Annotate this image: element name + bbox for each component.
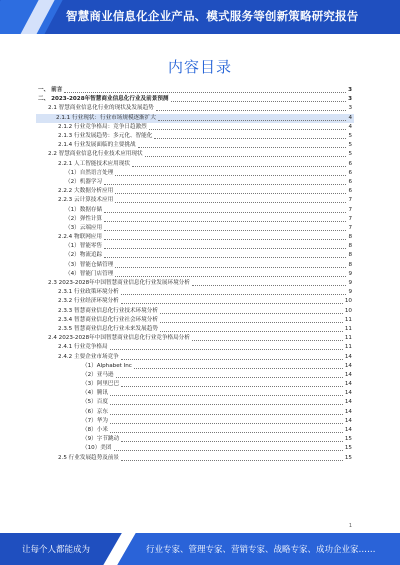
toc-entry[interactable] xyxy=(38,307,352,316)
toc-entry-page: 6 xyxy=(348,169,352,176)
toc-entry[interactable] xyxy=(38,325,352,334)
toc-entry-label: 2.3.4 智慧商业信息化行业社会环境分析 xyxy=(58,316,158,323)
toc-leader-dots xyxy=(134,368,343,369)
toc-leader-dots xyxy=(160,331,343,332)
toc-entry-label: 2.2.3 云计算技术应用 xyxy=(58,197,114,204)
toc-leader-dots xyxy=(154,138,346,139)
toc-entry-page: 3 xyxy=(348,96,352,103)
toc-entry[interactable] xyxy=(38,454,352,463)
toc-leader-dots xyxy=(110,414,343,415)
toc-entry-page: 7 xyxy=(348,206,352,213)
toc-entry[interactable] xyxy=(38,187,352,196)
toc-leader-dots xyxy=(160,313,343,314)
toc-entry[interactable] xyxy=(38,261,352,270)
toc-leader-dots xyxy=(115,202,346,203)
toc-entry-label: 2.3.5 智慧商业信息化行业未来发展趋势 xyxy=(58,325,158,332)
toc-entry-label: 2.1.3 行业发展趋势：多元化、智能化 xyxy=(58,133,153,140)
toc-entry-label: 2.2.4 物联网应用 xyxy=(58,234,102,241)
toc-entry-label: （2）弹性计算 xyxy=(65,215,103,222)
toc-entry[interactable] xyxy=(38,417,352,426)
toc-entry[interactable] xyxy=(38,224,352,233)
toc-entry-page: 11 xyxy=(344,335,352,342)
toc-entry[interactable] xyxy=(38,95,352,104)
toc-entry-label: 2.2.2 大数据分析应用 xyxy=(58,188,114,195)
toc-entry-label: 2.3.2 行业经济环境分析 xyxy=(58,298,119,305)
toc-entry-page: 6 xyxy=(348,178,352,185)
page-number: 1 xyxy=(348,523,352,529)
toc-entry[interactable] xyxy=(38,279,352,288)
toc-entry[interactable] xyxy=(38,270,352,279)
toc-entry-label: 2.5 行业发展趋势及前景 xyxy=(58,454,120,461)
toc-entry-page: 14 xyxy=(344,381,352,388)
toc-entry-page: 15 xyxy=(344,445,352,452)
toc-leader-dots xyxy=(132,166,346,167)
toc-leader-dots xyxy=(104,230,346,231)
toc-leader-dots xyxy=(145,156,347,157)
toc-entry-label: 2.1.1 行业现状：行业市场规模逐渐扩大 xyxy=(56,114,156,121)
toc-entry-label: （3）阿里巴巴 xyxy=(82,381,120,388)
toc-entry-page: 14 xyxy=(344,399,352,406)
toc-leader-dots xyxy=(104,239,346,240)
toc-entry-label: （10）美团 xyxy=(82,445,112,452)
toc-entry[interactable] xyxy=(38,132,352,141)
toc-entry-page: 3 xyxy=(348,105,352,112)
toc-entry-label: 二、 2023-2028年智慧商业信息化行业及前景预测 xyxy=(38,96,169,103)
toc-entry-page: 4 xyxy=(348,123,352,130)
toc-entry-label: 2.4.2 主要企业市场竞争 xyxy=(58,353,119,360)
toc-entry[interactable] xyxy=(38,86,352,95)
toc-entry-label: （6）京东 xyxy=(82,408,108,415)
toc-entry-label: （1）智能零售 xyxy=(65,243,103,250)
toc-entry[interactable] xyxy=(38,123,352,132)
toc-leader-dots xyxy=(171,101,347,102)
toc-entry[interactable] xyxy=(38,215,352,224)
toc-leader-dots xyxy=(115,267,346,268)
toc-entry-page: 9 xyxy=(348,270,352,277)
toc-entry[interactable] xyxy=(36,114,354,123)
toc-entry-label: 2.3.1 行业政策环境分析 xyxy=(58,289,119,296)
toc-entry-page: 5 xyxy=(348,151,352,158)
toc-leader-dots xyxy=(138,147,347,148)
toc-entry[interactable] xyxy=(38,362,352,371)
toc-leader-dots xyxy=(104,212,346,213)
toc-entry-label: 2.1.4 行业发展面临的主要挑战 xyxy=(58,142,136,149)
toc-entry-label: 2.4.1 行业竞争格局 xyxy=(58,344,108,351)
toc-entry-page: 4 xyxy=(348,114,352,121)
toc-entry-page: 6 xyxy=(348,160,352,167)
footer-slogan-right: 行业专家、管理专家、营销专家、战略专家、成功企业家…… xyxy=(146,545,376,555)
toc-leader-dots xyxy=(104,248,346,249)
toc-entry-label: 2.2 智慧商业信息化行业技术应用现状 xyxy=(48,151,143,158)
toc-leader-dots xyxy=(121,294,347,295)
toc-leader-dots xyxy=(121,303,343,304)
toc-entry-page: 14 xyxy=(344,408,352,415)
toc-entry-label: （9）字节跳动 xyxy=(82,436,120,443)
toc-leader-dots xyxy=(110,432,343,433)
toc-entry-page: 8 xyxy=(348,234,352,241)
toc-entry[interactable] xyxy=(38,233,352,242)
toc-entry[interactable] xyxy=(38,408,352,417)
toc-entry-page: 11 xyxy=(344,316,352,323)
toc-entry-page: 14 xyxy=(344,417,352,424)
toc-entry-page: 5 xyxy=(348,142,352,149)
toc-leader-dots xyxy=(121,460,343,461)
toc-entry-label: 2.4 2023-2028年中国智慧商业信息化行业竞争格局分析 xyxy=(48,335,190,342)
toc-entry-label: 2.1 智慧商业信息化行业的现状及发展趋势 xyxy=(48,105,154,112)
toc-entry-label: 2.3.3 智慧商业信息化行业技术环境分析 xyxy=(58,307,158,314)
toc-entry[interactable] xyxy=(38,297,352,306)
toc-entry-label: （3）智能仓储管理 xyxy=(65,261,114,268)
toc-entry-label: （1）自然语言处理 xyxy=(65,169,114,176)
toc-entry-label: （2）物流追踪 xyxy=(65,252,103,259)
toc-entry-page: 7 xyxy=(348,197,352,204)
toc-entry-page: 9 xyxy=(348,280,352,287)
toc-entry[interactable] xyxy=(38,352,352,361)
toc-entry[interactable] xyxy=(38,251,352,260)
toc-entry[interactable] xyxy=(38,435,352,444)
toc-entry-page: 14 xyxy=(344,427,352,434)
toc-leader-dots xyxy=(158,120,347,121)
toc-entry-page: 7 xyxy=(348,215,352,222)
toc-heading: 内容目录 xyxy=(167,58,232,76)
toc-entry-page: 14 xyxy=(344,362,352,369)
toc-entry-label: （2）机器学习 xyxy=(65,178,103,185)
toc-entry[interactable] xyxy=(38,316,352,325)
toc-entry[interactable] xyxy=(38,444,352,453)
toc-leader-dots xyxy=(104,257,346,258)
toc-leader-dots xyxy=(121,359,343,360)
toc-leader-dots xyxy=(115,193,346,194)
toc-entry[interactable] xyxy=(38,380,352,389)
toc-leader-dots xyxy=(115,276,346,277)
toc-entry-page: 15 xyxy=(344,436,352,443)
table-of-contents xyxy=(38,86,352,506)
report-header xyxy=(0,0,400,34)
footer-banner xyxy=(0,533,400,565)
toc-entry-page: 10 xyxy=(344,298,352,305)
toc-leader-dots xyxy=(116,377,343,378)
toc-entry-label: 一、 前言 xyxy=(38,87,63,94)
toc-entry[interactable] xyxy=(38,371,352,380)
toc-leader-dots xyxy=(104,184,346,185)
toc-entry-page: 8 xyxy=(348,252,352,259)
toc-entry-page: 8 xyxy=(348,243,352,250)
toc-entry-label: 2.3 2023-2028年中国智慧商业信息化行业发展环境分析 xyxy=(48,280,190,287)
toc-entry[interactable] xyxy=(38,160,352,169)
toc-entry-page: 11 xyxy=(344,325,352,332)
toc-entry[interactable] xyxy=(38,398,352,407)
toc-entry-label: （7）华为 xyxy=(82,417,108,424)
toc-entry[interactable] xyxy=(38,389,352,398)
toc-entry-page: 15 xyxy=(344,454,352,461)
toc-entry-label: 2.2.1 人工智能技术应用现状 xyxy=(58,160,130,167)
toc-leader-dots xyxy=(121,441,343,442)
toc-entry[interactable] xyxy=(38,343,352,352)
toc-entry[interactable] xyxy=(38,150,352,159)
toc-leader-dots xyxy=(149,129,347,130)
toc-leader-dots xyxy=(64,92,346,93)
toc-entry-label: （4）腾讯 xyxy=(82,390,108,397)
toc-entry-label: （8）小米 xyxy=(82,427,108,434)
toc-entry[interactable] xyxy=(38,169,352,178)
toc-leader-dots xyxy=(104,221,346,222)
toc-entry-page: 7 xyxy=(348,224,352,231)
toc-entry-page: 10 xyxy=(344,307,352,314)
toc-entry-label: （2）亚马逊 xyxy=(82,371,114,378)
toc-entry-page: 14 xyxy=(344,353,352,360)
toc-entry-label: （1）Alphabet Inc xyxy=(82,362,132,369)
toc-entry[interactable] xyxy=(38,288,352,297)
toc-entry-page: 3 xyxy=(348,87,352,94)
toc-entry[interactable] xyxy=(38,334,352,343)
footer-slogan-left: 让每个人都能成为 xyxy=(22,545,91,555)
toc-leader-dots xyxy=(110,404,343,405)
toc-entry-label: （4）智能门店管理 xyxy=(65,270,114,277)
toc-entry-label: （3）云端应用 xyxy=(65,224,103,231)
toc-entry-page: 6 xyxy=(348,188,352,195)
toc-leader-dots xyxy=(110,349,343,350)
toc-leader-dots xyxy=(115,175,346,176)
toc-entry[interactable] xyxy=(38,196,352,205)
toc-leader-dots xyxy=(192,285,347,286)
toc-leader-dots xyxy=(110,395,343,396)
toc-leader-dots xyxy=(160,322,343,323)
toc-leader-dots xyxy=(114,450,343,451)
toc-entry-label: 2.1.2 行业竞争格局：竞争日趋激烈 xyxy=(58,123,147,130)
toc-entry-label: （1）数据存储 xyxy=(65,206,103,213)
toc-entry[interactable] xyxy=(38,426,352,435)
toc-entry[interactable] xyxy=(38,141,352,150)
toc-entry-page: 5 xyxy=(348,133,352,140)
toc-entry[interactable] xyxy=(38,205,352,214)
toc-entry[interactable] xyxy=(38,178,352,187)
report-title: 智慧商业信息化企业产品、模式服务等创新策略研究报告 xyxy=(66,9,359,23)
toc-entry[interactable] xyxy=(38,104,352,113)
toc-entry-page: 8 xyxy=(348,261,352,268)
toc-entry-page: 14 xyxy=(344,390,352,397)
toc-leader-dots xyxy=(110,423,343,424)
toc-entry-page: 14 xyxy=(344,371,352,378)
toc-entry[interactable] xyxy=(38,242,352,251)
toc-entry-label: （5）百度 xyxy=(82,399,108,406)
toc-leader-dots xyxy=(156,110,347,111)
toc-leader-dots xyxy=(192,340,343,341)
toc-entry-page: 11 xyxy=(344,344,352,351)
toc-entry-page: 9 xyxy=(348,289,352,296)
toc-leader-dots xyxy=(121,386,343,387)
